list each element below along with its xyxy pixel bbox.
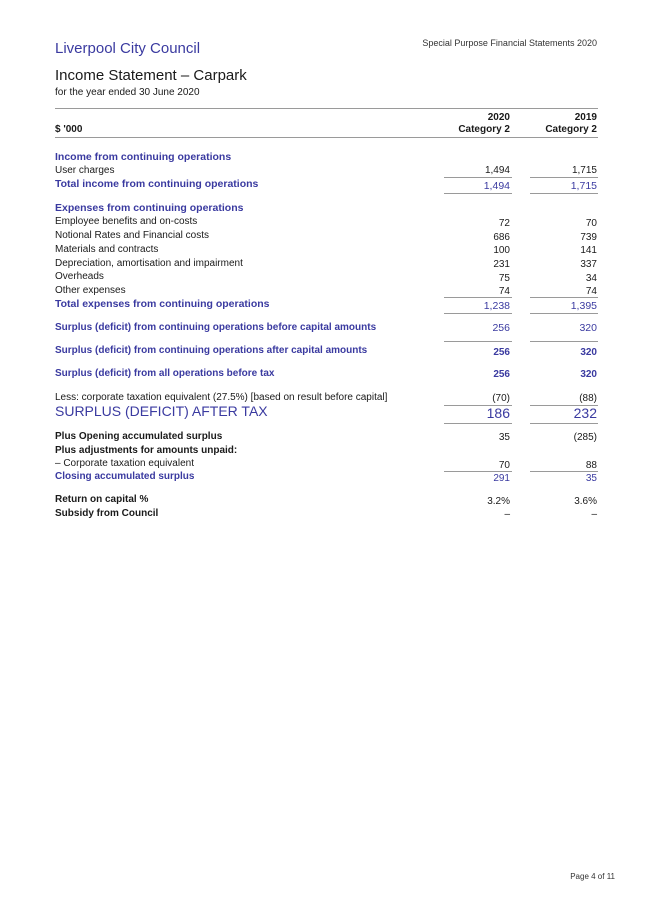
row-label: Surplus (deficit) from continuing operations after capital amounts bbox=[55, 345, 368, 356]
value-2019: 1,715 bbox=[570, 180, 597, 192]
rule bbox=[444, 297, 512, 298]
value-2019: 3.6% bbox=[574, 496, 597, 507]
value-2019: (285) bbox=[573, 432, 597, 443]
adjustments-heading: Plus adjustments for amounts unpaid: bbox=[55, 445, 238, 456]
value-2019: – bbox=[591, 509, 597, 520]
row-label: User charges bbox=[55, 165, 115, 176]
row-label: Notional Rates and Financial costs bbox=[55, 230, 209, 241]
value-2019: 232 bbox=[573, 405, 597, 421]
rule bbox=[530, 193, 598, 194]
value-2019: (88) bbox=[579, 393, 597, 404]
value-2019: 35 bbox=[585, 473, 597, 484]
rule bbox=[530, 341, 598, 342]
value-2019: 320 bbox=[579, 322, 597, 334]
header-divider bbox=[55, 108, 598, 109]
document-title: Special Purpose Financial Statements 2020 bbox=[422, 38, 597, 48]
rule bbox=[530, 423, 598, 424]
value-2019: 74 bbox=[585, 286, 597, 297]
row-label: Plus Opening accumulated surplus bbox=[55, 431, 223, 442]
col-2019-category: Category 2 bbox=[545, 124, 597, 135]
value-2020: – bbox=[504, 509, 510, 520]
row-label: – Corporate taxation equivalent bbox=[55, 458, 194, 469]
rule bbox=[444, 341, 512, 342]
value-2019: 1,395 bbox=[570, 300, 597, 312]
value-2019: 337 bbox=[580, 259, 597, 270]
row-label: Employee benefits and on-costs bbox=[55, 216, 198, 227]
rule bbox=[530, 177, 598, 178]
value-2020: 75 bbox=[498, 273, 510, 284]
value-2019: 320 bbox=[580, 347, 597, 358]
col-2020-year: 2020 bbox=[487, 112, 510, 123]
row-label: Subsidy from Council bbox=[55, 508, 159, 519]
rule bbox=[530, 297, 598, 298]
value-2020: 35 bbox=[498, 432, 510, 443]
rule bbox=[530, 313, 598, 314]
row-label: Total expenses from continuing operations bbox=[55, 298, 270, 310]
value-2019: 320 bbox=[580, 369, 597, 380]
value-2020: 256 bbox=[493, 369, 510, 380]
value-2020: 686 bbox=[493, 232, 510, 243]
row-label: Total income from continuing operations bbox=[55, 178, 259, 190]
income-heading: Income from continuing operations bbox=[55, 151, 232, 163]
value-2019: 34 bbox=[585, 273, 597, 284]
row-label: Depreciation, amortisation and impairment bbox=[55, 258, 243, 269]
row-label: Closing accumulated surplus bbox=[55, 471, 195, 482]
page-number: Page 4 of 11 bbox=[570, 872, 615, 881]
value-2020: 231 bbox=[493, 259, 510, 270]
value-2020: 100 bbox=[493, 245, 510, 256]
row-label: Return on capital % bbox=[55, 494, 149, 505]
value-2019: 88 bbox=[585, 460, 597, 471]
rule bbox=[444, 177, 512, 178]
row-label: Surplus (deficit) from all operations before tax bbox=[55, 368, 275, 379]
value-2019: 141 bbox=[580, 245, 597, 256]
rule bbox=[444, 193, 512, 194]
value-2020: 1,494 bbox=[484, 165, 510, 176]
row-label: Surplus (deficit) from continuing operations before capital amounts bbox=[55, 322, 377, 333]
row-label: Materials and contracts bbox=[55, 244, 159, 255]
value-2020: 256 bbox=[493, 347, 510, 358]
rule bbox=[444, 423, 512, 424]
column-header-divider bbox=[55, 137, 598, 138]
value-2020: 256 bbox=[492, 322, 510, 334]
value-2020: 186 bbox=[486, 405, 510, 421]
value-2020: 291 bbox=[493, 473, 510, 484]
value-2020: 1,494 bbox=[483, 180, 510, 192]
col-2019-year: 2019 bbox=[574, 112, 597, 123]
rule bbox=[444, 471, 512, 472]
rule bbox=[530, 471, 598, 472]
value-2020: 70 bbox=[498, 460, 510, 471]
expenses-heading: Expenses from continuing operations bbox=[55, 202, 244, 214]
value-2020: 1,238 bbox=[483, 300, 510, 312]
value-2020: (70) bbox=[492, 393, 510, 404]
page-title: Income Statement – Carpark bbox=[55, 67, 247, 84]
value-2020: 74 bbox=[498, 286, 510, 297]
value-2020: 3.2% bbox=[487, 496, 510, 507]
value-2019: 70 bbox=[585, 218, 597, 229]
value-2019: 739 bbox=[580, 232, 597, 243]
col-2020-category: Category 2 bbox=[458, 124, 510, 135]
rule bbox=[444, 313, 512, 314]
row-label: SURPLUS (DEFICIT) AFTER TAX bbox=[55, 403, 268, 419]
value-2019: 1,715 bbox=[571, 165, 597, 176]
row-label: Other expenses bbox=[55, 285, 126, 296]
row-label: Overheads bbox=[55, 271, 104, 282]
value-2020: 72 bbox=[498, 218, 510, 229]
row-label: Less: corporate taxation equivalent (27.5%) [based on result before capital] bbox=[55, 392, 388, 403]
unit-label: $ '000 bbox=[55, 124, 83, 135]
page-subtitle: for the year ended 30 June 2020 bbox=[55, 87, 200, 98]
org-name: Liverpool City Council bbox=[55, 40, 201, 57]
